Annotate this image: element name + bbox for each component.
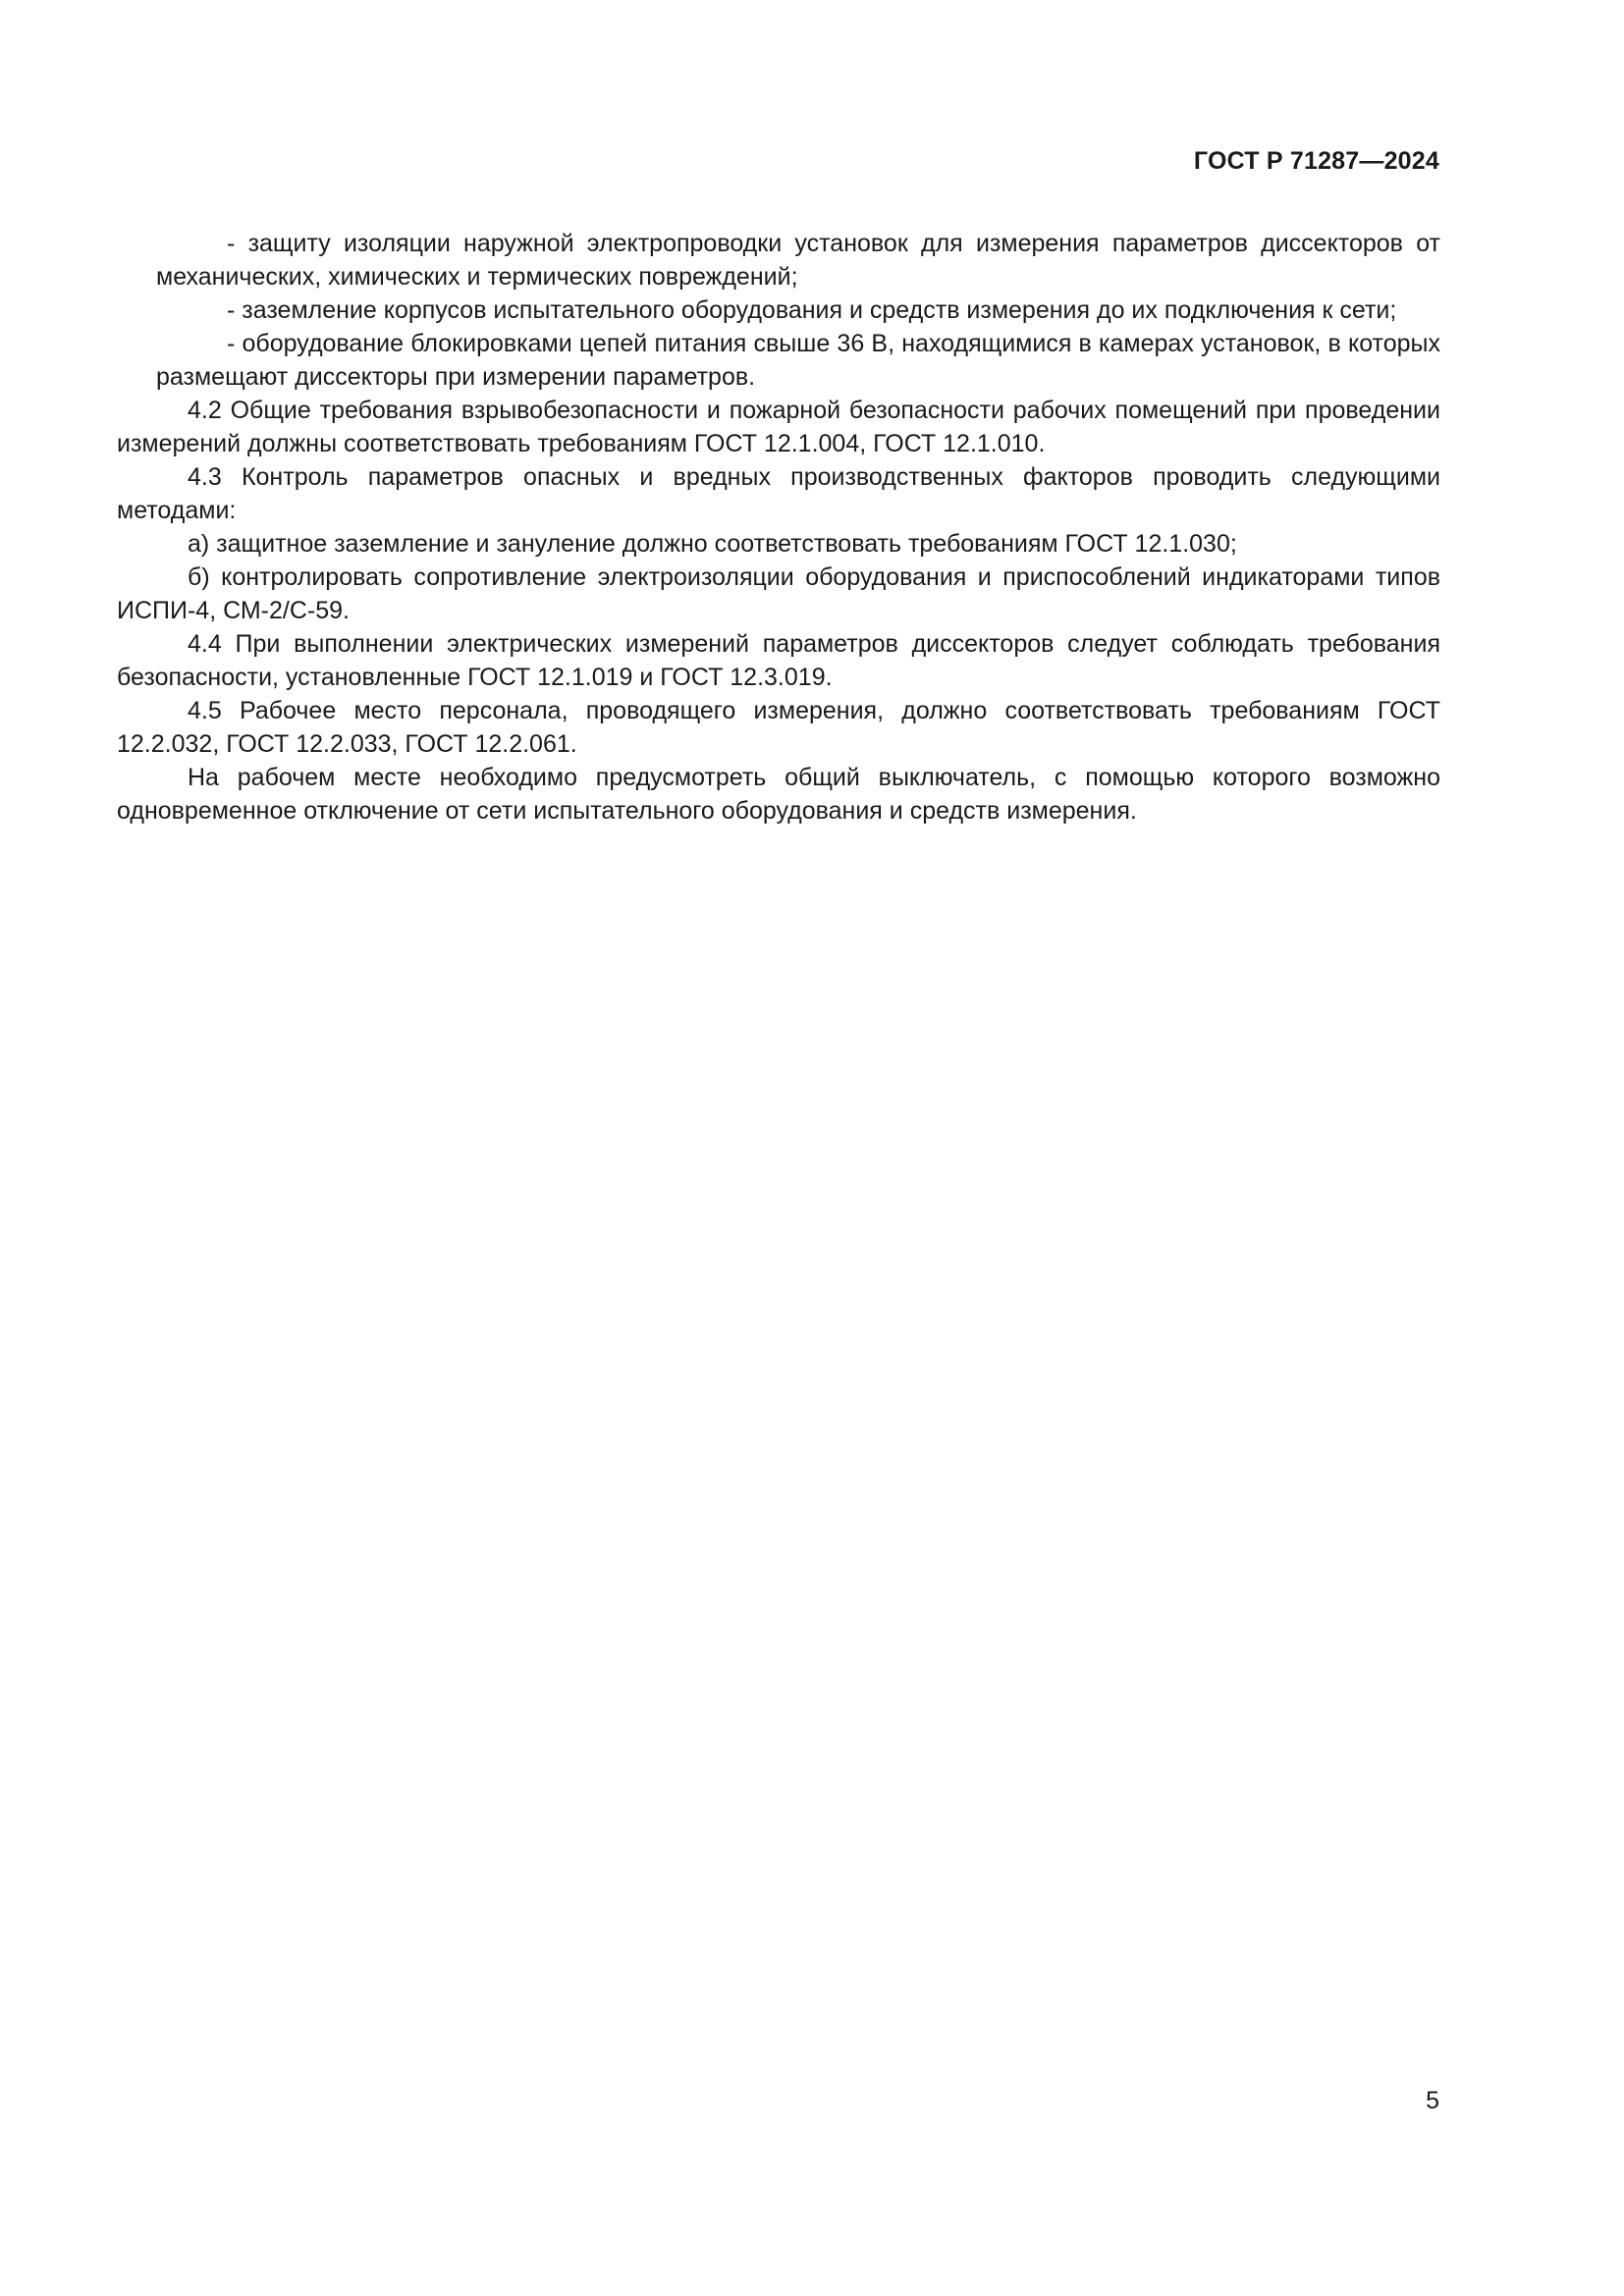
clause-4-3: 4.3 Контроль параметров опасных и вредных производственных факторов проводить следующими методами:: [117, 463, 1440, 524]
clause-4-3-b: б) контролировать сопротивление электроизоляции оборудования и приспособлений индикаторами типов ИСПИ-4, СМ-2/С-59.: [117, 563, 1440, 624]
clause-4-4: 4.4 При выполнении электрических измерений параметров диссекторов следует соблюдать требования безопасности, установленные ГОСТ 12.1.019 и ГОСТ 12.3.019.: [117, 630, 1440, 691]
list-item-insulation: - защиту изоляции наружной электропроводки установок для измерения параметров диссекторов от механических, химических и термических повреждений;: [156, 230, 1440, 291]
document-body: [117, 227, 1440, 828]
list-item-grounding: - заземление корпусов испытательного оборудования и средств измерения до их подключения к сети;: [227, 296, 1397, 324]
page-number: 5: [1426, 2087, 1439, 2114]
clause-4-3-a: а) защитное заземление и зануление должно соответствовать требованиям ГОСТ 12.1.030;: [188, 530, 1237, 558]
workplace-switch-paragraph: На рабочем месте необходимо предусмотреть общий выключатель, с помощью которого возможно одновременное отключение от сети испытательного оборудования и средств измерения.: [117, 764, 1440, 825]
clause-4-2: 4.2 Общие требования взрывобезопасности и пожарной безопасности рабочих помещений при проведении измерений должны соответствовать требованиям ГОСТ 12.1.004, ГОСТ 12.1.010.: [117, 397, 1440, 457]
clause-4-5: 4.5 Рабочее место персонала, проводящего измерения, должно соответствовать требованиям ГОСТ 12.2.032, ГОСТ 12.2.033, ГОСТ 12.2.061.: [117, 697, 1440, 758]
list-item-interlocks: - оборудование блокировками цепей питания свыше 36 В, находящимися в камерах установок, в которых размещают диссекторы при измерении параметров.: [156, 330, 1440, 391]
document-code-header: ГОСТ Р 71287—2024: [1193, 147, 1439, 175]
